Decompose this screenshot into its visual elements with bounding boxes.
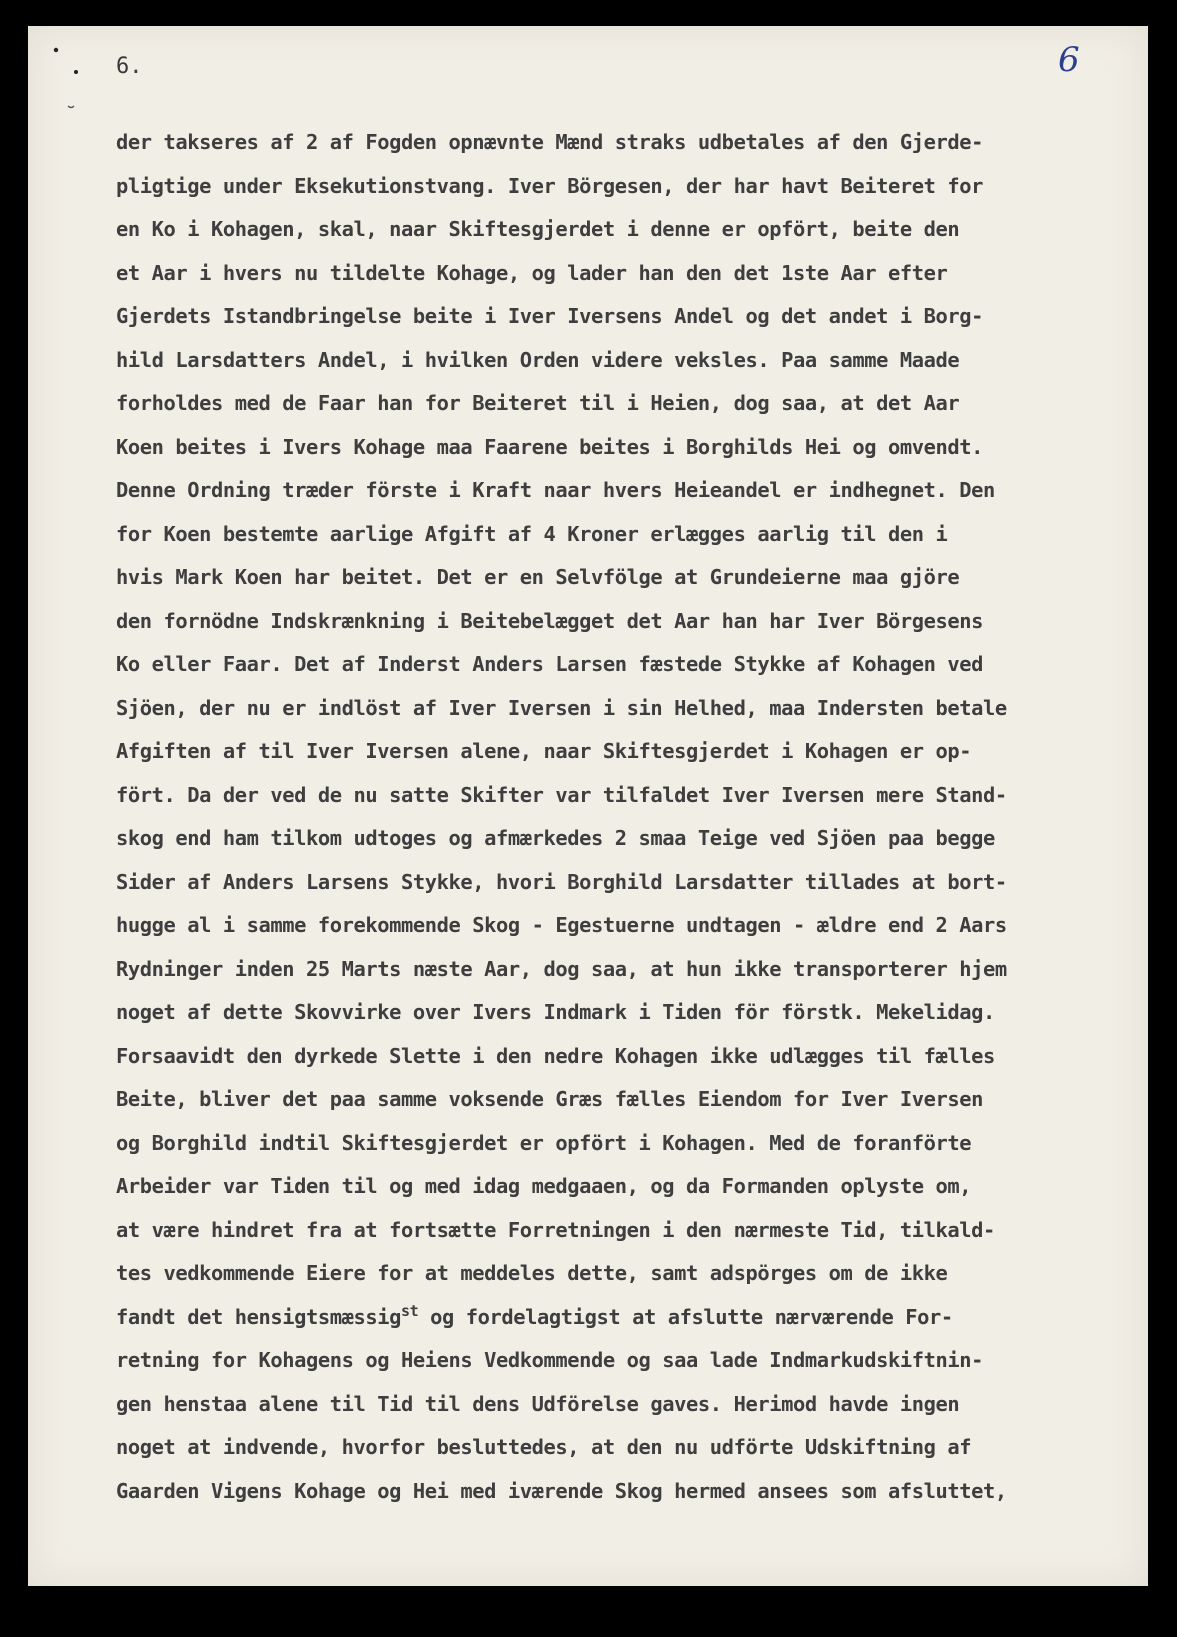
text-line: Denne Ordning træder förste i Kraft naar hvers Heieandel er indhegnet. Den [116, 478, 995, 502]
text-line: Rydninger inden 25 Marts næste Aar, dog saa, at hun ikke transporterer hjem [116, 956, 1007, 981]
text-line: Sider af Anders Larsens Stykke, hvori Borghild Larsdatter tillades at bort- [116, 869, 1007, 894]
text-line: tes vedkommende Eiere for at meddeles dette, samt adspörges om de ikke [116, 1261, 948, 1285]
superscript-insertion: st [401, 1301, 419, 1320]
text-line [116, 1296, 1126, 1340]
text-line: en Ko i Kohagen, skal, naar Skiftesgjerdet i denne er opfört, beite den [116, 217, 960, 241]
text-line: hild Larsdatters Andel, i hvilken Orden videre veksles. Paa samme Maade [116, 347, 960, 372]
text-line: hvis Mark Koen har beitet. Det er en Selvfölge at Grundeierne maa gjöre [116, 565, 960, 589]
text-line: Beite, bliver det paa samme voksende Græs fælles Eiendom for Iver Iversen [116, 1087, 983, 1111]
text-line: Forsaavidt den dyrkede Slette i den nedre Kohagen ikke udlægges til fælles [116, 1043, 995, 1068]
text-line: Afgiften af til Iver Iversen alene, naar Skiftesgjerdet i Kohagen er op- [116, 739, 972, 763]
text-segment: og fordelagtigst at afslutte nærværende For- [418, 1304, 953, 1329]
text-line: den fornödne Indskrænkning i Beitebelægget det Aar han har Iver Börgesens [116, 608, 983, 633]
text-line: forholdes med de Faar han for Beiteret til i Heien, dog saa, at det Aar [116, 391, 960, 415]
text-line: Sjöen, der nu er indlöst af Iver Iversen i sin Helhed, maa Indersten betale [116, 695, 1007, 720]
text-line: noget at indvende, hvorfor besluttedes, at den nu udförte Udskiftning af [116, 1435, 972, 1459]
text-line: Gjerdets Istandbringelse beite i Iver Iversens Andel og det andet i Borg- [116, 304, 983, 328]
text-line: og Borghild indtil Skiftesgjerdet er opfört i Kohagen. Med de foranförte [116, 1130, 972, 1155]
text-line: Ko eller Faar. Det af Inderst Anders Larsen fæstede Stykke af Kohagen ved [116, 652, 983, 676]
text-line: Gaarden Vigens Kohage og Hei med iværende Skog hermed ansees som afsluttet, [116, 1478, 1007, 1503]
typed-page-number: 6. [116, 54, 143, 79]
text-line: retning for Kohagens og Heiens Vedkommende og saa lade Indmarkudskiftnin- [116, 1348, 983, 1372]
text-line: Koen beites i Ivers Kohage maa Faarene beites i Borghilds Hei og omvendt. [116, 434, 983, 459]
text-line: hugge al i samme forekommende Skog - Egestuerne undtagen - ældre end 2 Aars [116, 913, 1007, 937]
text-line: for Koen bestemte aarlige Afgift af 4 Kroner erlægges aarlig til den i [116, 521, 948, 546]
scan-marks [50, 36, 120, 116]
text-line: noget af dette Skovvirke over Ivers Indmark i Tiden för förstk. Mekelidag. [116, 1000, 995, 1024]
text-line: at være hindret fra at fortsætte Forretningen i den nærmeste Tid, tilkald- [116, 1217, 995, 1242]
document-page [28, 26, 1148, 1586]
text-line: der takseres af 2 af Fogden opnævnte Mænd straks udbetales af den Gjerde- [116, 130, 983, 154]
text-line: skog end ham tilkom udtoges og afmærkedes 2 smaa Teige ved Sjöen paa begge [116, 826, 995, 850]
text-line: pligtige under Eksekutionstvang. Iver Börgesen, der har havt Beiteret for [116, 173, 983, 198]
body-text [116, 121, 1126, 1513]
handwritten-page-number: 6 [1058, 40, 1080, 80]
text-line: et Aar i hvers nu tildelte Kohage, og lader han den det 1ste Aar efter [116, 260, 948, 285]
text-segment: fandt det hensigtsmæssig [116, 1304, 402, 1329]
text-line: Arbeider var Tiden til og med idag medgaaen, og da Formanden oplyste om, [116, 1174, 972, 1198]
text-line: fört. Da der ved de nu satte Skifter var tilfaldet Iver Iversen mere Stand- [116, 782, 1007, 807]
text-line: gen henstaa alene til Tid til dens Udförelse gaves. Herimod havde ingen [116, 1391, 960, 1416]
